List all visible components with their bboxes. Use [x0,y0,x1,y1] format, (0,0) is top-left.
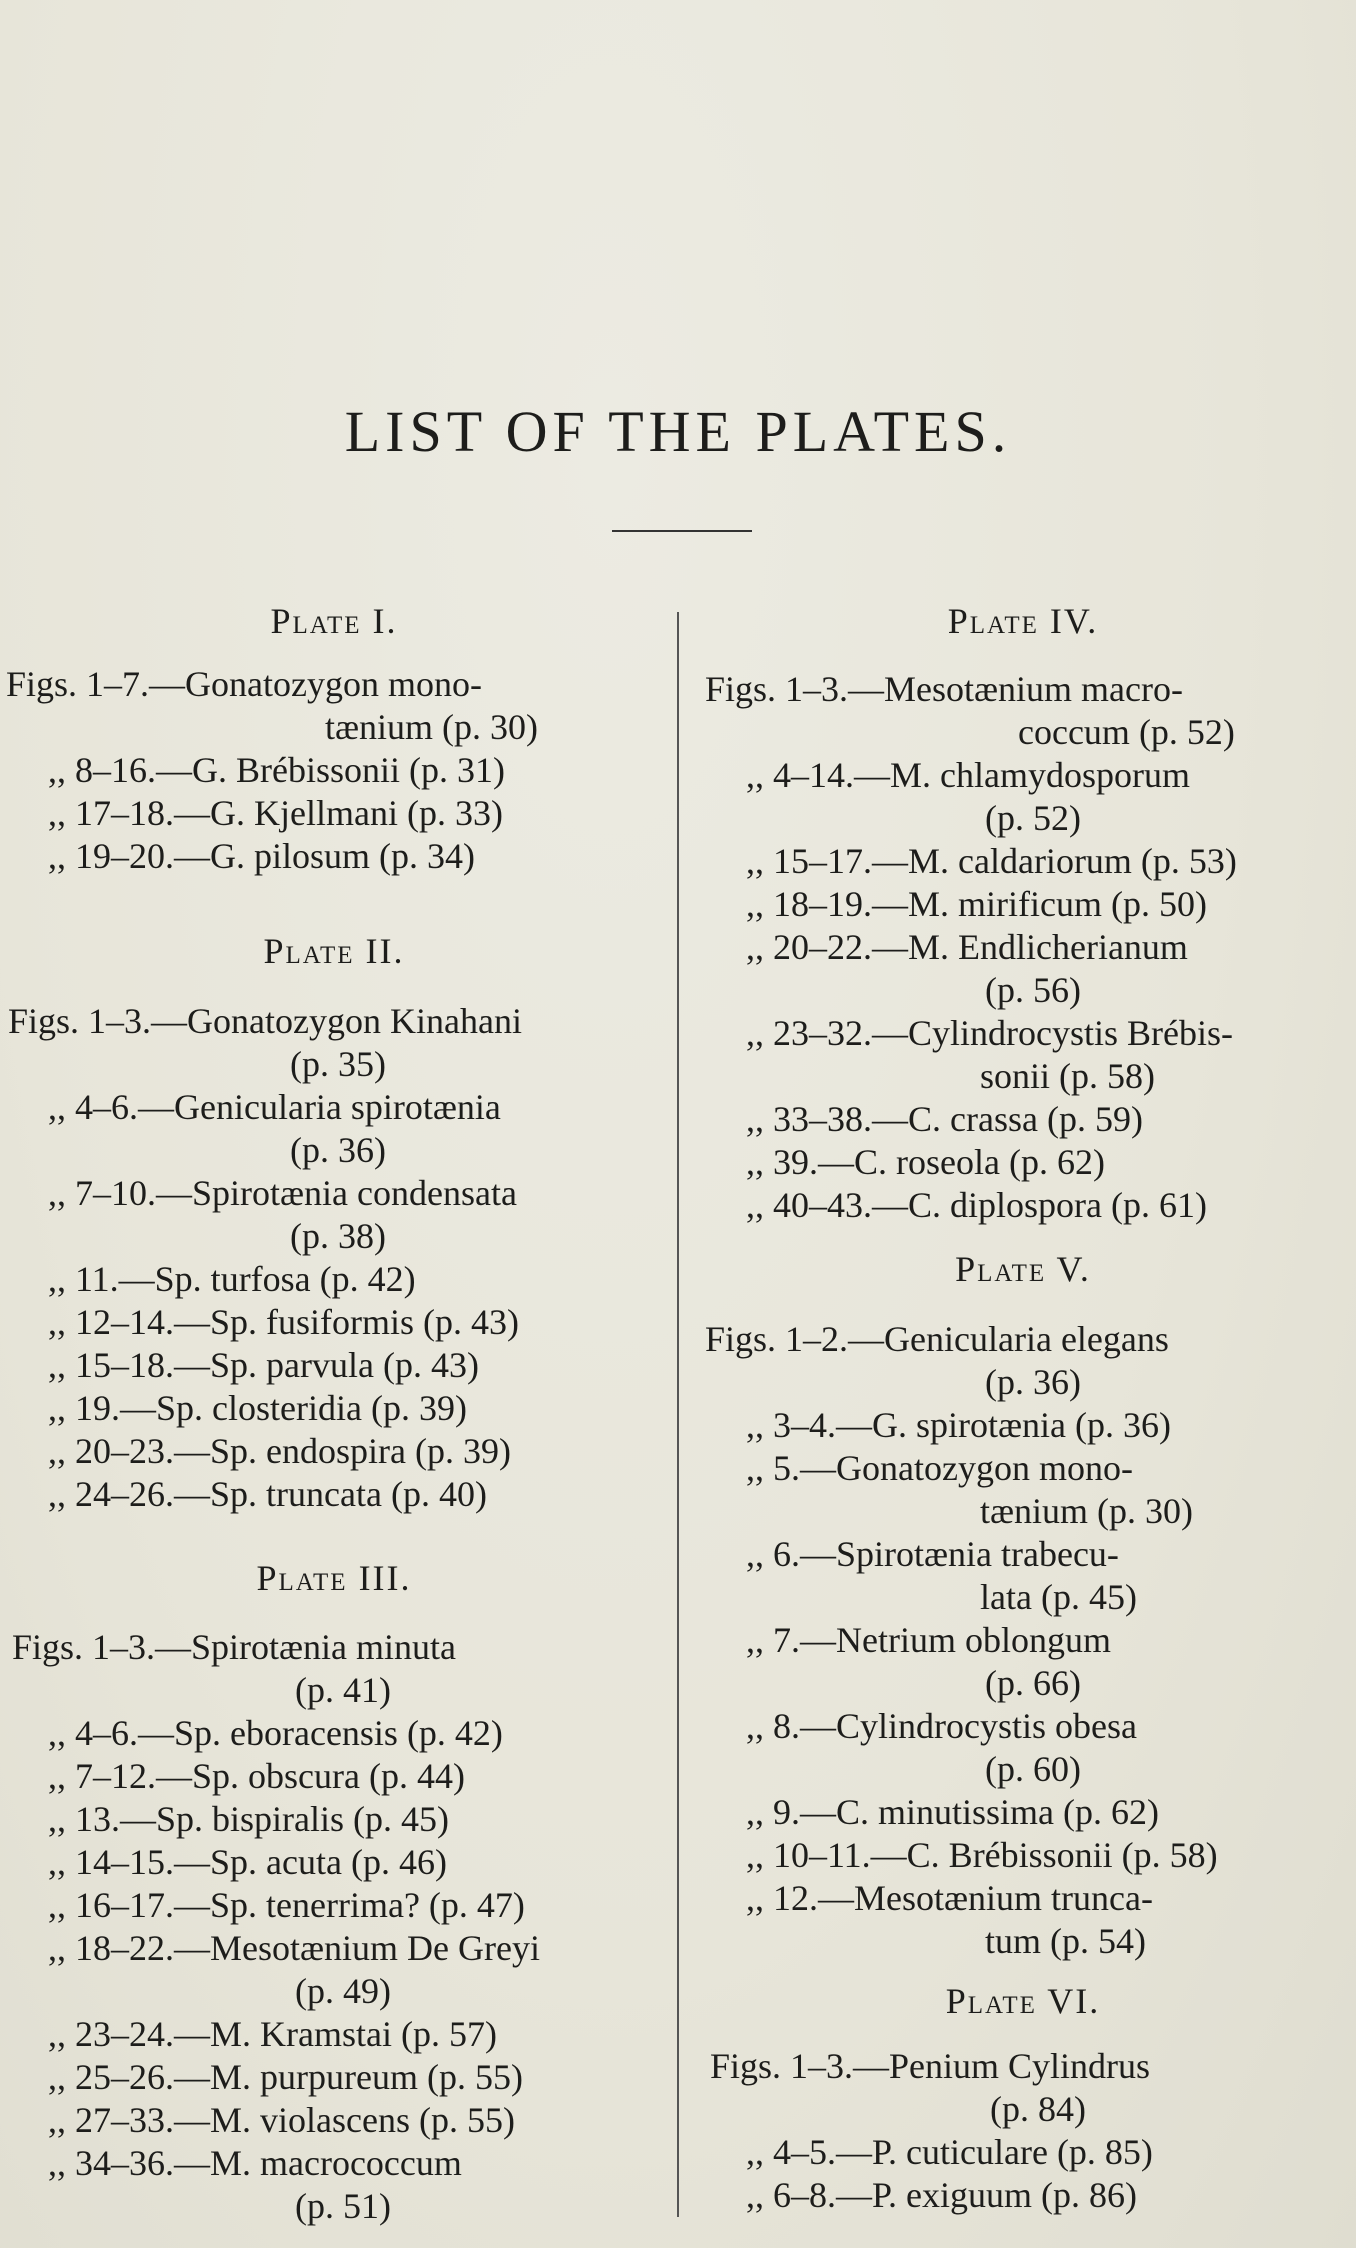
plate-line: ,, 5.—Gonatozygon mono- [746,1448,1133,1488]
plate-line: ,, 12.—Mesotænium trunca- [746,1878,1153,1918]
plate-line: ,, 19.—Sp. closteridia (p. 39) [48,1388,467,1428]
plate-line: ,, 3–4.—G. spirotænia (p. 36) [746,1405,1171,1445]
plate-line: ,, 11.—Sp. turfosa (p. 42) [48,1259,416,1299]
plate-line: Figs. 1–3.—Spirotænia minuta [12,1627,457,1667]
plate-line: ,, 7–12.—Sp. obscura (p. 44) [48,1756,465,1796]
plate-line: (p. 49) [295,1971,391,2011]
plate-line: ,, 4–6.—Sp. eboracensis (p. 42) [48,1713,503,1753]
plate-line: ,, 10–11.—C. Brébissonii (p. 58) [746,1835,1218,1875]
plate-line: Figs. 1–3.—Penium Cylindrus [710,2046,1151,2086]
plate-line: ,, 12–14.—Sp. fusiformis (p. 43) [48,1302,519,1342]
plate-line: ,, 27–33.—M. violascens (p. 55) [48,2100,515,2140]
plate-line: ,, 4–5.—P. cuticulare (p. 85) [746,2132,1153,2172]
plate-line: ,, 25–26.—M. purpureum (p. 55) [48,2057,523,2097]
plate-line: ,, 39.—C. roseola (p. 62) [746,1142,1105,1182]
plate-line: (p. 66) [985,1663,1081,1703]
page-title: LIST OF THE PLATES. [344,399,1012,464]
plate-line: Figs. 1–3.—Mesotænium macro- [705,669,1183,709]
plate-line: Figs. 1–3.—Gonatozygon Kinahani [8,1001,522,1041]
plate-line: coccum (p. 52) [1018,712,1235,752]
plate-line: ,, 15–18.—Sp. parvula (p. 43) [48,1345,479,1385]
plate-line: lata (p. 45) [980,1577,1137,1617]
plate-line: (p. 41) [295,1670,391,1710]
plate-heading: Plate VI. [945,1981,1101,2021]
plate-line: ,, 33–38.—C. crassa (p. 59) [746,1099,1143,1139]
plate-line: ,, 4–6.—Genicularia spirotænia [48,1087,501,1127]
plate-line: (p. 84) [990,2089,1086,2129]
plate-line: ,, 4–14.—M. chlamydosporum [746,755,1190,795]
plate-line: ,, 40–43.—C. diplospora (p. 61) [746,1185,1207,1225]
plate-heading: Plate III. [256,1558,412,1598]
plate-line: Figs. 1–7.—Gonatozygon mono- [6,664,482,704]
plate-line: ,, 20–23.—Sp. endospira (p. 39) [48,1431,511,1471]
plate-line: ,, 23–32.—Cylindrocystis Brébis- [746,1013,1233,1053]
plate-heading: Plate I. [270,601,398,641]
plate-line: ,, 7–10.—Spirotænia condensata [48,1173,517,1213]
plate-line: ,, 6–8.—P. exiguum (p. 86) [746,2175,1137,2215]
plate-line: ,, 16–17.—Sp. tenerrima? (p. 47) [48,1885,525,1925]
plate-line: (p. 52) [985,798,1081,838]
plate-line: ,, 8.—Cylindrocystis obesa [746,1706,1137,1746]
plate-line: (p. 56) [985,970,1081,1010]
plate-heading: Plate IV. [947,601,1099,641]
plate-line: ,, 18–19.—M. mirificum (p. 50) [746,884,1207,924]
plate-line: (p. 36) [985,1362,1081,1402]
plate-line: (p. 38) [290,1216,386,1256]
plate-line: ,, 23–24.—M. Kramstai (p. 57) [48,2014,497,2054]
plate-line: tum (p. 54) [985,1921,1146,1961]
plate-line: ,, 19–20.—G. pilosum (p. 34) [48,836,475,876]
plate-line: (p. 35) [290,1044,386,1084]
plate-line: ,, 13.—Sp. bispiralis (p. 45) [48,1799,449,1839]
plate-line: (p. 60) [985,1749,1081,1789]
plate-line: ,, 17–18.—G. Kjellmani (p. 33) [48,793,503,833]
plate-line: (p. 51) [295,2186,391,2226]
plate-line: ,, 34–36.—M. macrococcum [48,2143,462,2183]
plate-line: tænium (p. 30) [325,707,538,747]
column-divider [677,612,679,2217]
plate-line: ,, 14–15.—Sp. acuta (p. 46) [48,1842,447,1882]
plate-line: (p. 36) [290,1130,386,1170]
plate-line: tænium (p. 30) [980,1491,1193,1531]
plate-line: ,, 15–17.—M. caldariorum (p. 53) [746,841,1237,881]
plate-line: ,, 18–22.—Mesotænium De Greyi [48,1928,540,1968]
plate-heading: Plate V. [955,1249,1091,1289]
plate-heading: Plate II. [263,931,405,971]
plate-line: sonii (p. 58) [980,1056,1155,1096]
plate-line: ,, 7.—Netrium oblongum [746,1620,1111,1660]
title-rule [612,530,752,532]
plate-line: ,, 8–16.—G. Brébissonii (p. 31) [48,750,505,790]
plate-line: ,, 9.—C. minutissima (p. 62) [746,1792,1159,1832]
plate-line: ,, 6.—Spirotænia trabecu- [746,1534,1119,1574]
plate-line: Figs. 1–2.—Genicularia elegans [705,1319,1169,1359]
plate-line: ,, 20–22.—M. Endlicherianum [746,927,1188,967]
plate-line: ,, 24–26.—Sp. truncata (p. 40) [48,1474,487,1514]
